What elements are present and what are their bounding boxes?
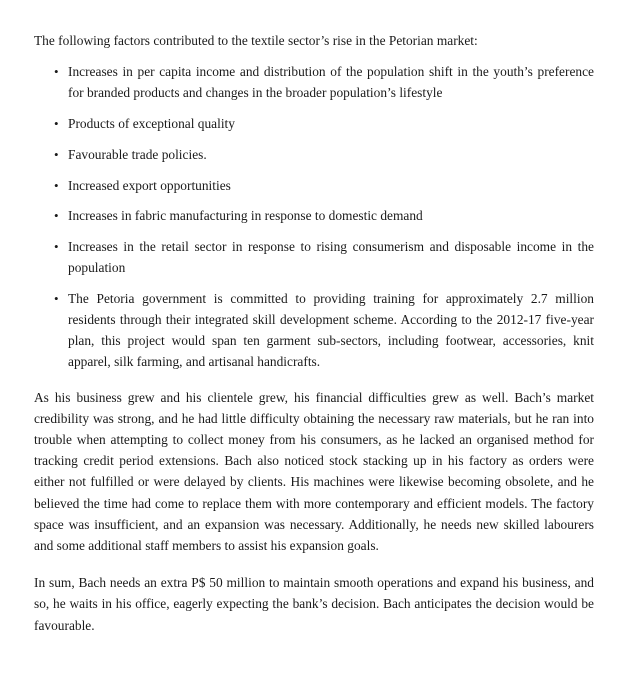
factor-text: Increased export opportunities — [68, 177, 231, 193]
factors-list — [34, 61, 594, 372]
factor-text: Increases in per capita income and distribution of the population shift in the youth’s preference for branded products and changes in the broader population’s lifestyle — [68, 64, 594, 101]
list-item — [34, 144, 594, 165]
list-item — [34, 288, 594, 373]
paragraph-summary: In sum, Bach needs an extra P$ 50 million to maintain smooth operations and expand his business, and so, he waits in his office, eagerly expecting the bank’s decision. Bach anticipates the decision would be favourable. — [34, 575, 594, 633]
intro-text: The following factors contributed to the textile sector’s rise in the Petorian market: — [34, 33, 478, 48]
list-item — [34, 205, 594, 226]
bullet-icon: • — [54, 238, 59, 254]
bullet-icon: • — [54, 64, 59, 80]
factor-text: Favourable trade policies. — [68, 146, 207, 162]
list-item — [34, 175, 594, 196]
paragraph-business-growth: As his business grew and his clientele grew, his financial difficulties grew as well. Bach’s market credibility was strong, and he had little difficulty obtaining the necessary raw materials, but he ran into trouble when attempting to collect money from his consumers, as he lacked an organised method for tracking credit period extensions. Bach also noticed stock stacking up in his factory as orders were either not fulfilled or were delayed by clients. His machines were likewise becoming obsolete, and he believed the time had come to replace them with more contemporary and efficient models. The factory space was insufficient, and an expansion was necessary. Additionally, he needs new skilled labourers and some additional staff members to assist his expansion goals. — [34, 389, 594, 554]
factor-text: Increases in fabric manufacturing in response to domestic demand — [68, 208, 423, 224]
list-item — [34, 236, 594, 278]
bullet-icon: • — [54, 116, 59, 132]
list-item — [34, 61, 594, 103]
bullet-icon: • — [54, 290, 59, 306]
factor-text: Products of exceptional quality — [68, 116, 235, 132]
bullet-icon: • — [54, 146, 59, 162]
bullet-icon: • — [54, 208, 59, 224]
bullet-icon: • — [54, 177, 59, 193]
list-item — [34, 113, 594, 134]
factor-text: The Petoria government is committed to providing training for approximately 2.7 million residents through their integrated skill development scheme. According to the 2012-17 five-year plan, this project would span ten garment sub-sectors, including footwear, accessories, knit apparel, silk farming, and artisanal handicrafts. — [68, 290, 594, 370]
factor-text: Increases in the retail sector in response to rising consumerism and disposable income in the population — [68, 238, 594, 276]
document-page — [34, 30, 594, 636]
